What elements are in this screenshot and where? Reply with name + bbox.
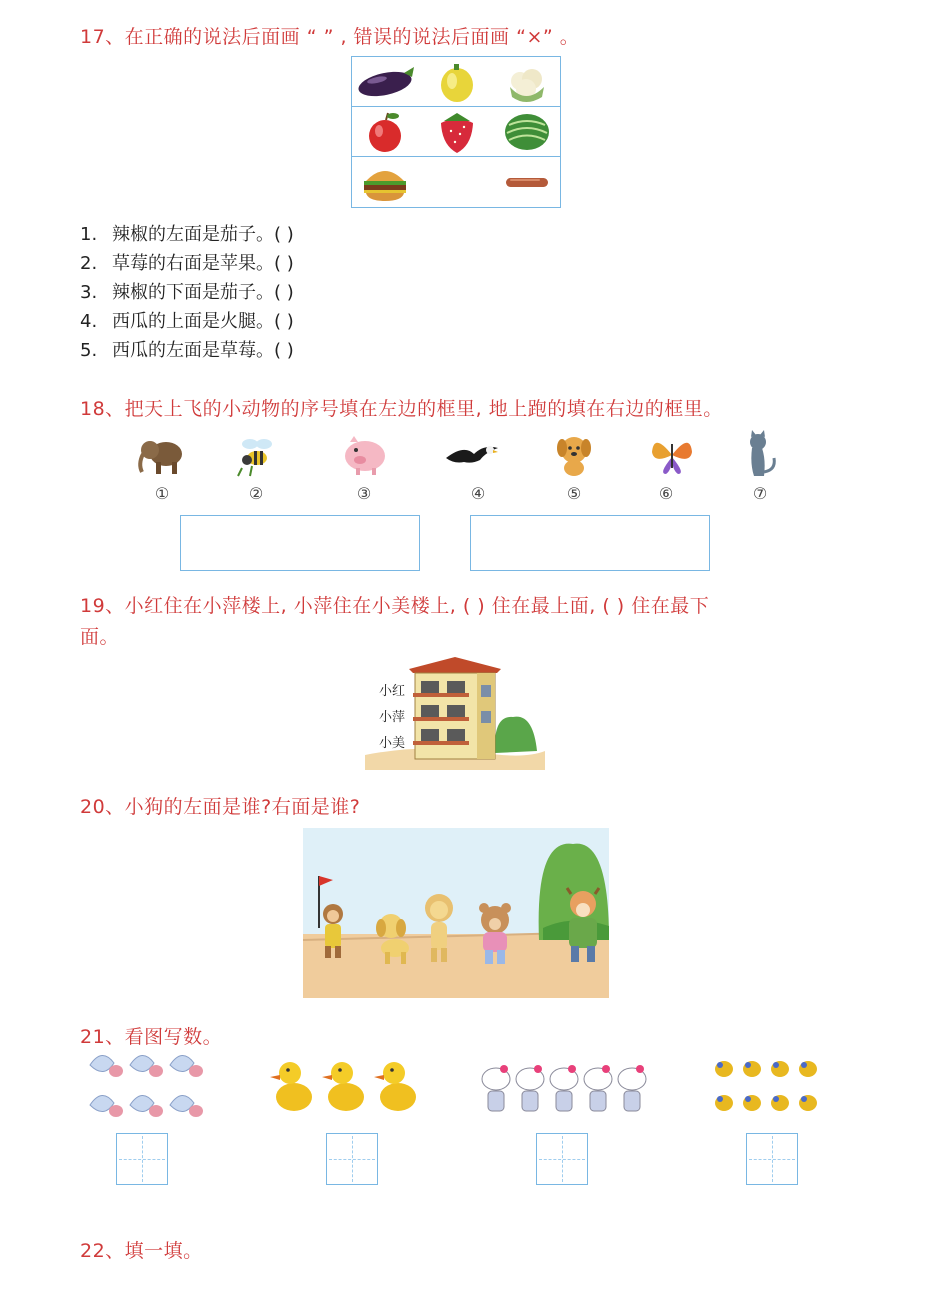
hamburger-icon	[352, 157, 422, 207]
animal-number: ⑦	[752, 484, 768, 503]
elephant-icon	[134, 430, 190, 480]
animal-number: ①	[154, 484, 170, 503]
q20-title: 20、小狗的左面是谁?右面是谁?	[80, 796, 361, 818]
q21-title: 21、看图写数。	[80, 1026, 223, 1048]
food-row	[352, 57, 560, 107]
answer-box-bees[interactable]	[746, 1133, 798, 1185]
statement-item: 5. 西瓜的左面是草莓。( )	[80, 340, 294, 361]
floor-label: 小红	[379, 684, 406, 699]
animal-number: ③	[356, 484, 372, 503]
strawberry-icon	[422, 107, 492, 157]
dog-icon	[546, 430, 602, 480]
cauliflower-icon	[492, 57, 562, 107]
q19-title-line2: 面。	[80, 626, 120, 648]
statement-item: 2. 草莓的右面是苹果。( )	[80, 253, 294, 274]
animal-number: ②	[248, 484, 264, 503]
q18-title: 18、把天上飞的小动物的序号填在左边的框里, 地上跑的填在右边的框里。	[80, 398, 723, 420]
statement-item: 1. 辣椒的左面是茄子。( )	[80, 224, 294, 245]
food-row	[352, 107, 560, 157]
food-grid	[351, 56, 561, 208]
statement-item: 4. 西瓜的上面是火腿。( )	[80, 311, 294, 332]
eagle-icon	[444, 430, 500, 480]
butterfly-group	[86, 1045, 212, 1129]
flying-answer-box[interactable]	[180, 515, 420, 571]
floor-label: 小萍	[379, 710, 406, 725]
running-answer-box[interactable]	[470, 515, 710, 571]
animal-number: ⑤	[566, 484, 582, 503]
watermelon-icon	[492, 107, 562, 157]
apple-icon	[352, 107, 422, 157]
animal-lineup-scene	[303, 828, 609, 998]
pepper-icon	[422, 57, 492, 107]
bee-group	[710, 1045, 830, 1129]
floor-label: 小美	[379, 736, 406, 751]
eggplant-icon	[352, 57, 422, 107]
animal-number: ④	[470, 484, 486, 503]
answer-box-kitties[interactable]	[536, 1133, 588, 1185]
q17-title: 17、在正确的说法后面画 “ ” , 错误的说法后面画 “×” 。	[80, 26, 580, 48]
q19-title-line1: 19、小红住在小萍楼上, 小萍住在小美楼上, ( ) 住在最上面, ( ) 住在最下	[80, 595, 710, 617]
answer-box-ducks[interactable]	[326, 1133, 378, 1185]
building-illustration	[365, 655, 545, 770]
kitty-group	[478, 1045, 658, 1129]
pig-icon	[336, 430, 392, 480]
q22-title: 22、填一填。	[80, 1240, 203, 1262]
answer-box-butterflies[interactable]	[116, 1133, 168, 1185]
food-row	[352, 157, 560, 207]
bee-icon	[228, 430, 284, 480]
animal-number: ⑥	[658, 484, 674, 503]
butterfly-icon	[644, 430, 700, 480]
statement-item: 3. 辣椒的下面是茄子。( )	[80, 282, 294, 303]
duck-group	[268, 1045, 418, 1129]
sausage-icon	[492, 157, 562, 207]
q17-statements	[80, 220, 294, 365]
cat-icon	[736, 430, 792, 480]
